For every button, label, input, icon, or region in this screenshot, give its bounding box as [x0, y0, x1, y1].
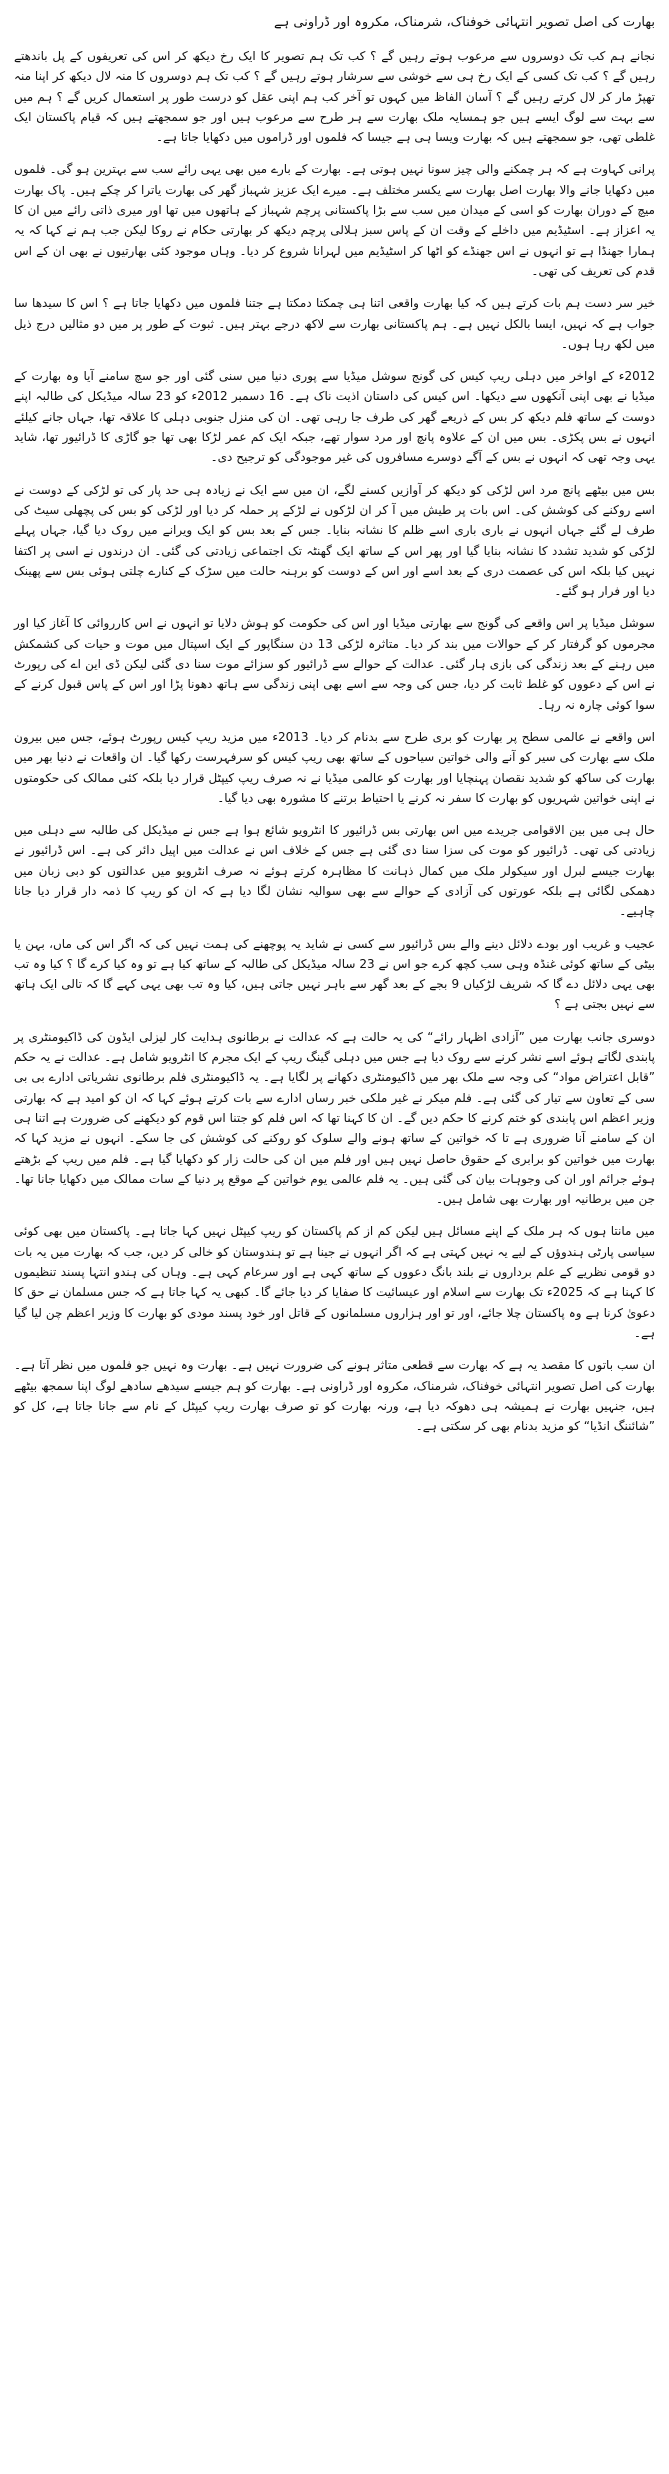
- paragraph-7: اس واقعے نے عالمی سطح پر بھارت کو بری طرح سے بدنام کر دیا۔ 2013ء میں مزید ریپ کیس رپورٹ ہوئے، جس میں بیرون ملک سے بھارت کی سیر کو آنے والی خواتین سیاحوں کے ساتھ بھی ریپ کیس کو سرفہرست رکھا گیا۔ ان واقعات نے دنیا بھر میں بھارت کی ساکھ کو شدید نقصان پہنچایا اور بھارت کو عالمی میڈیا نے نہ صرف ریپ کیپٹل قرار دیا بلکہ کئی ممالک کی حکومتوں نے اپنی خواتین شہریوں کو بھارت کا سفر نہ کرنے یا احتیاط برتنے کا مشورہ بھی دیا گیا۔: [14, 729, 655, 805]
- paragraph-10: دوسری جانب بھارت میں ”آزادی اظہار رائے“ کی یہ حالت ہے کہ عدالت نے برطانوی ہدایت کار لیزلی ایڈون کی ڈاکیومنٹری پر پابندی لگاتے ہوئے اسے نشر کرنے سے روک دیا ہے جس میں دہلی گینگ ریپ کے ایک مجرم کا انٹرویو شامل ہے۔ عدالت نے یہ حکم ”قابل اعتراض مواد“ کی وجہ سے ملک بھر میں ڈاکیومنٹری دکھانے پر لگایا ہے۔ یہ ڈاکیومنٹری فلم برطانوی نشریاتی ادارے بی بی سی کے تعاون سے تیار کی گئی ہے۔ فلم میکر نے غیر ملکی خبر رساں ادارے سے بات کرتے ہوئے کہا کہ ان کو امید ہے کہ بھارتی وزیر اعظم اس پابندی کو ختم کرنے کا حکم دیں گے۔ ان کا کہنا تھا کہ اس فلم کو جتنا اس قوم کو دیکھنے کی ضرورت ہے اتنا ہی ان کے سامنے آنا ضروری ہے تا کہ خواتین کے ساتھ ہونے والے سلوک کو روکنے کی کوشش کی جا سکے۔ انہوں نے مزید کہا کہ بھارت میں خواتین کو برابری کے حقوق حاصل نہیں ہیں اور فلم میں ان کی حالت زار کو دکھایا گیا ہے۔ فلم میں ریپ کے بڑھتے ہوئے جرائم اور ان کی وجوہات بیان کی گئی ہیں۔ یہ فلم عالمی یوم خواتین کے موقع پر دنیا کے سات ممالک میں دکھایا جانا تھا۔ جن میں برطانیہ اور بھارت بھی شامل ہیں۔: [14, 1029, 655, 1207]
- paragraph-3: خیر سر دست ہم بات کرتے ہیں کہ کیا بھارت واقعی اتنا ہی چمکتا دمکتا ہے جتنا فلموں میں دکھایا جاتا ہے ؟ اس کا سیدھا سا جواب ہے کہ نہیں، ایسا بالکل نہیں ہے۔ ہم پاکستانی بھارت سے لاکھ درجے بہتر ہیں۔ ثبوت کے طور پر میں دو مثالیں درج ذیل میں لکھ رہا ہوں۔: [14, 296, 655, 351]
- paragraph-11: میں مانتا ہوں کہ ہر ملک کے اپنے مسائل ہیں لیکن کم از کم پاکستان کو ریپ کیپٹل نہیں کہا جاتا ہے۔ پاکستان میں بھی کوئی سیاسی پارٹی ہندوؤں کے لیے یہ نہیں کہتی ہے کہ اگر انہوں نے جینا ہے تو ہندوستان کو خالی کر دیں، جب کہ بھارت میں یہ بات دو قومی نظریے کے علم برداروں نے بلند بانگ دعووں کے ساتھ کہی ہے اور سرعام کہی ہے۔ وہاں کی ہندو انتہا پسند تنظیموں کا کہنا ہے کہ 2025ء تک بھارت سے اسلام اور عیسائیت کا صفایا کر دیا جائے گا۔ کبھی یہ کہا جاتا ہے کہ جس مسلمان نے حق کا دعویٰ کرنا ہے وہ پاکستان چلا جائے، اور تو اور ہزاروں مسلمانوں کے قاتل اور خود پسند مودی کو بھارت کا وزیر اعظم چن لیا گیا ہے۔: [14, 1224, 655, 1340]
- paragraph-4: 2012ء کے اواخر میں دہلی ریپ کیس کی گونج سوشل میڈیا سے پوری دنیا میں سنی گئی اور جو سچ سامنے آیا وہ بھارت کے میڈیا نے بھی اپنی آنکھوں سے دیکھا۔ اس کیس کی داستان اذیت ناک ہے۔ 16 دسمبر 2012ء کو 23 سالہ میڈیکل کی طالبہ اپنے دوست کے ساتھ فلم دیکھ کر بس کے ذریعے گھر کی طرف جا رہی تھی۔ ان کی منزل جنوبی دہلی کا علاقہ تھا، جہاں جانے کیلئے انہوں نے بس پکڑی۔ بس میں ان کے علاوہ پانچ اور مرد سوار تھے، جبکہ ایک کم عمر لڑکا بھی تھا جو گاڑی کا ڈرائیور تھا، شاید یہی وجہ تھی کہ انہوں نے بس کے آگے دوسرے مسافروں کی غیر موجودگی کو ترجیح دی۔: [14, 369, 655, 465]
- paragraph-9: عجیب و غریب اور بودے دلائل دینے والے بس ڈرائیور سے کسی نے شاید یہ پوچھنے کی ہمت نہیں کی کہ اگر اس کی ماں، بہن یا بیٹی کے ساتھ کوئی غنڈہ وہی سب کچھ کرے جو اس نے 23 سالہ میڈیکل کی طالبہ کے ساتھ کیا ہے تو وہ کیا کرے گا ؟ کیا وہ تب بھی یہی دلائل دے گا کہ شریف لڑکیاں 9 بجے کے بعد گھر سے باہر نہیں جاتی ہیں، کیا وہ تب بھی یہی کہے گا کہ تالی ایک ہاتھ سے نہیں بجتی ہے ؟: [14, 936, 655, 1012]
- paragraph-2: پرانی کہاوت ہے کہ ہر چمکنے والی چیز سونا نہیں ہوتی ہے۔ بھارت کے بارے میں بھی یہی رائے سب سے بہترین ہو گی۔ فلموں میں دکھایا جانے والا بھارت اصل بھارت سے یکسر مختلف ہے۔ میرے ایک عزیز شہباز گھر کی بھارت یاترا کر چکے ہیں۔ پاک بھارت میچ کے دوران بھارت کو اسی کے میدان میں سب سے بڑا پاکستانی پرچم شہباز کے ہاتھوں میں تھا اور میری ذاتی رائے میں ان کا یہ اعزاز ہے۔ اسٹیڈیم میں داخلے کے وقت ان کے پاس سبز ہلالی پرچم دیکھ کر بھارتی حکام نے روکا لیکن جب ہم نے کہا کہ یہ ہمارا جھنڈا ہے تو انہوں نے اس جھنڈے کو اٹھا کر اسٹیڈیم میں لہرانا شروع کر دیا۔ وہاں موجود کئی بھارتیوں نے بھی ان کے اس قدم کی تعریف کی تھی۔: [14, 162, 655, 278]
- paragraph-12: ان سب باتوں کا مقصد یہ ہے کہ بھارت سے قطعی متاثر ہونے کی ضرورت نہیں ہے۔ بھارت وہ نہیں جو فلموں میں نظر آتا ہے۔ بھارت کی اصل تصویر انتہائی خوفناک، شرمناک، مکروہ اور ڈراونی ہے۔ بھارت کو ہم جیسے سیدھے سادھے لوگ اپنا سمجھ بیٹھے ہیں، جنہیں بھارت نے ہمیشہ ہی دھوکہ دیا ہے، ورنہ بھارت کو تو صرف بھارت ریپ کیپٹل کے نام سے جانا جاتا ہے، کل کو ”شائننگ انڈیا“ کو مزید بدنام بھی کر سکتی ہے۔: [14, 1358, 655, 1434]
- paragraph-6: سوشل میڈیا پر اس واقعے کی گونج سے بھارتی میڈیا اور اس کی حکومت کو ہوش دلایا تو انہوں نے اس کارروائی کا آغاز کیا اور مجرموں کو گرفتار کر کے حوالات میں بند کر دیا۔ متاثرہ لڑکی 13 دن سنگاپور کے ایک اسپتال میں موت و حیات کی کشمکش میں رہنے کے بعد زندگی کی بازی ہار گئی۔ عدالت کے حوالے سے ڈرائیور کو سزائے موت سنا دی گئی لیکن ڈی این اے کی رپورٹ نے اس کے دعووں کو غلط ثابت کر دیا، جس کی وجہ سے اسے بھی اپنی زندگی سے ہاتھ دھونا پڑا اور اس کے پاس قبول کرنے کے سوا کوئی چارہ نہ رہا۔: [14, 616, 655, 712]
- article-title: بھارت کی اصل تصویر انتہائی خوفناک، شرمناک، مکروہ اور ڈراونی ہے: [274, 15, 655, 30]
- paragraph-1: نجانے ہم کب تک دوسروں سے مرعوب ہوتے رہیں گے ؟ کب تک ہم تصویر کا ایک رخ دیکھ کر اس کی تعریفوں کے پل باندھتے رہیں گے ؟ کب تک کسی کے ایک رخ ہی سے خوشی سے سرشار ہوتے رہیں گے ؟ کب تک ہم دوسروں کا منہ لال دیکھ کر اپنا منہ تھپڑ مار کر لال کرتے رہیں گے ؟ آسان الفاظ میں کہوں تو آخر کب ہم اپنی عقل کو درست طور پر استعمال کریں گے ؟ ہم میں سے بہت سے لوگ ایسے ہیں جو ہمسایہ ملک بھارت سے ہر طرح سے مرعوب ہیں اور جو سمجھتے ہیں کہ قیام پاکستان ایک غلطی تھی، جو سمجھتے ہیں کہ بھارت ویسا ہی ہے جیسا کہ فلموں اور ڈراموں میں دکھایا جاتا ہے۔: [14, 49, 655, 145]
- paragraph-5: بس میں بیٹھے پانچ مرد اس لڑکی کو دیکھ کر آوازیں کسنے لگے، ان میں سے ایک نے زیادہ ہی حد پار کی تو لڑکی کے دوست نے اسے روکنے کی کوشش کی۔ اس بات پر طیش میں آ کر ان لڑکوں نے لڑکے پر حملہ کر دیا اور لڑکی کو بس کی پچھلی سیٹ کی طرف لے گئے جہاں انہوں نے باری باری اسے ظلم کا نشانہ بنایا۔ جس کے بعد بس کو ایک ویرانے میں روک دیا گیا، جہاں پہلے لڑکی کو شدید تشدد کا نشانہ بنایا گیا اور پھر اس کے ساتھ ایک گھنٹہ تک اجتماعی زیادتی کی گئی۔ ان درندوں نے اسی پر اکتفا نہیں کیا بلکہ اس کی عصمت دری کے بعد اسے اور اس کے دوست کو برہنہ حالت میں سڑک کے کنارے چلتی ہوئی بس سے پھینک دیا اور فرار ہو گئے۔: [14, 482, 655, 599]
- paragraph-8: حال ہی میں بین الاقوامی جریدے میں اس بھارتی بس ڈرائیور کا انٹرویو شائع ہوا ہے جس نے میڈیکل کی طالبہ سے دہلی میں زیادتی کی تھی۔ ڈرائیور کو موت کی سزا سنا دی گئی ہے جس کے خلاف اس نے عدالت میں اپیل دائر کی ہے۔ اس ڈرائیور نے بھارت جیسے لبرل اور سیکولر ملک میں کمال ذہانت کا مظاہرہ کرتے ہوئے نہ صرف انٹرویو میں عدالتوں کو دبی زبان میں دھمکی لگائی ہے بلکہ عورتوں کی آزادی کے حوالے سے بھی سوالیہ نشان لگا دیا ہے کہ ان کو ریپ کا ذمہ دار قرار دیا جانا چاہیے۔: [14, 823, 655, 919]
